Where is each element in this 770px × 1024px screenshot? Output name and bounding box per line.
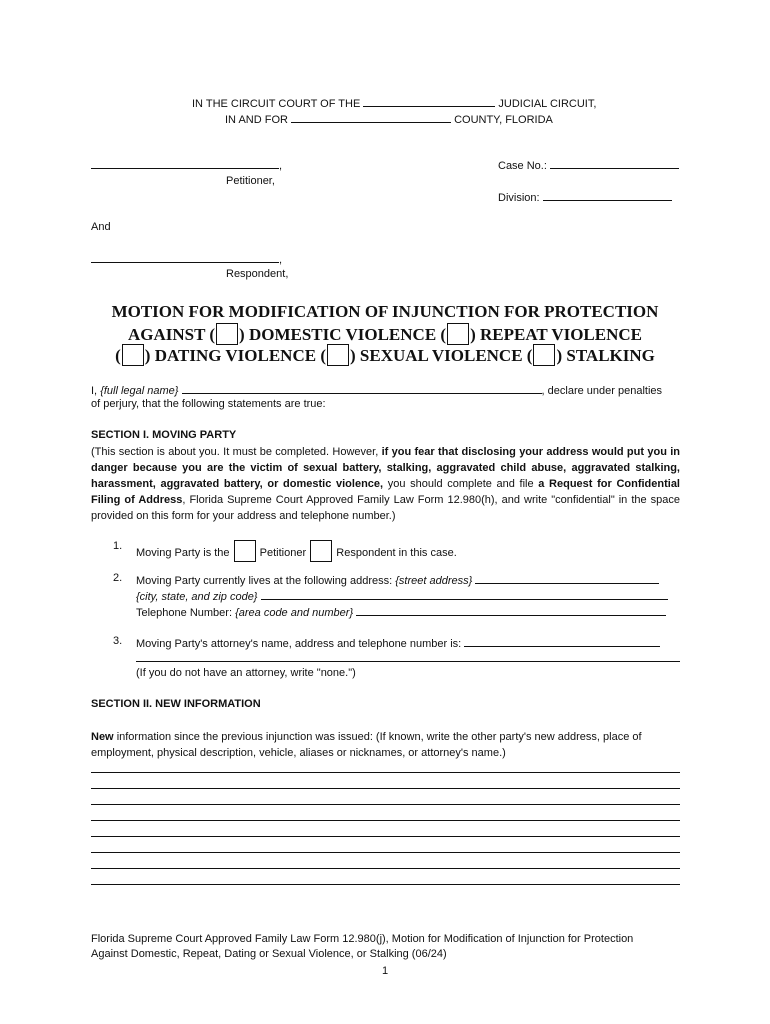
- item1-number: 1.: [113, 540, 123, 552]
- footer-line1: Florida Supreme Court Approved Family Law Form 12.980(j), Motion for Modification of Injunction for Protection: [91, 933, 634, 945]
- item2-city-row: [136, 588, 668, 603]
- intro-warning: if you fear that disclosing your address would put you in danger because you are the victim of sexual battery, stalking, aggravated child abuse, aggravated stalking, harassment, aggravated battery, or domestic violence,: [91, 446, 681, 490]
- item1-row: [136, 540, 457, 562]
- city-state-zip-field[interactable]: [261, 588, 668, 600]
- item1-respondent: Respondent in this case.: [336, 547, 457, 559]
- new-info-line[interactable]: [91, 788, 680, 789]
- title-stalking: ) STALKING: [556, 346, 655, 365]
- item2-number: 2.: [113, 572, 123, 584]
- sexual-checkbox[interactable]: [327, 344, 349, 366]
- title-dating: ) DATING VIOLENCE (: [144, 346, 326, 365]
- item3-number: 3.: [113, 635, 123, 647]
- item1-petitioner: Petitioner: [259, 547, 307, 559]
- repeat-checkbox[interactable]: [447, 323, 469, 345]
- item2-phone-label: Telephone Number:: [136, 607, 233, 619]
- division-label: Division:: [498, 192, 540, 204]
- section1-intro: [91, 444, 680, 524]
- title-repeat: ) REPEAT VIOLENCE: [470, 325, 643, 344]
- new-info-line[interactable]: [91, 820, 680, 821]
- footer-line2: Against Domestic, Repeat, Dating or Sexual Violence, or Stalking (06/24): [91, 948, 447, 960]
- court-line: [192, 95, 596, 110]
- court-line-prefix: IN THE CIRCUIT COURT OF THE: [192, 98, 361, 110]
- stalking-checkbox[interactable]: [533, 344, 555, 366]
- county-line-suffix: COUNTY, FLORIDA: [454, 114, 553, 126]
- new-info-line[interactable]: [91, 772, 680, 773]
- court-line-suffix: JUDICIAL CIRCUIT,: [498, 98, 597, 110]
- dating-checkbox[interactable]: [122, 344, 144, 366]
- title-line3: [0, 344, 770, 366]
- new-info-line[interactable]: [91, 852, 680, 853]
- and-label: And: [91, 221, 111, 233]
- respondent-name-field[interactable]: ,: [91, 251, 282, 266]
- title-sexual: ) SEXUAL VIOLENCE (: [349, 346, 533, 365]
- case-no-label: Case No.:: [498, 160, 547, 172]
- new-text: information since the previous injunction was issued: (If known, write the other party's new address, place of employment, physical description, vehicle, aliases or nicknames, or attorney's name.): [91, 731, 642, 759]
- declaration-line2: of perjury, that the following statements are true:: [91, 398, 326, 410]
- county-blank[interactable]: [291, 111, 451, 123]
- item2-city-hint: {city, state, and zip code}: [136, 591, 258, 603]
- intro-text-a: (This section is about you. It must be completed. However,: [91, 446, 379, 458]
- title-open-paren: (: [115, 346, 121, 365]
- section2-intro: [91, 729, 680, 761]
- title-line1: MOTION FOR MODIFICATION OF INJUNCTION FOR PROTECTION: [111, 302, 659, 321]
- item2-prefix: Moving Party currently lives at the following address:: [136, 575, 393, 587]
- item3-row: [136, 635, 660, 650]
- item2-phone-hint: {area code and number}: [235, 607, 354, 619]
- intro-form-name: a Request for Confidential Filing of Address: [91, 478, 680, 506]
- section1-heading: SECTION I. MOVING PARTY: [91, 429, 237, 441]
- attorney-field[interactable]: [464, 635, 660, 647]
- full-legal-name-field[interactable]: [182, 382, 542, 394]
- new-info-line[interactable]: [91, 868, 680, 869]
- respondent-checkbox[interactable]: [310, 540, 332, 562]
- division-row: [498, 189, 672, 204]
- case-no-field[interactable]: [550, 157, 679, 169]
- intro-text-c: , Florida Supreme Court Approved Family Law Form 12.980(h), and write "confidential" in the space provided on this form for your address and telephone number.): [91, 494, 680, 522]
- section2-heading: SECTION II. NEW INFORMATION: [91, 698, 261, 710]
- declaration-hint: {full legal name}: [100, 385, 179, 397]
- division-field[interactable]: [543, 189, 672, 201]
- declaration-suffix: , declare under penalties: [541, 385, 662, 397]
- item2-street-hint: {street address}: [395, 575, 473, 587]
- street-address-field[interactable]: [475, 572, 659, 584]
- new-info-line[interactable]: [91, 836, 680, 837]
- title-line2: [0, 323, 770, 345]
- new-bold: New: [91, 731, 114, 743]
- circuit-blank[interactable]: [363, 95, 495, 107]
- county-line-prefix: IN AND FOR: [225, 114, 288, 126]
- declaration-line1: [91, 382, 662, 397]
- domestic-checkbox[interactable]: [216, 323, 238, 345]
- declaration-prefix: I,: [91, 385, 98, 397]
- new-info-line[interactable]: [91, 804, 680, 805]
- attorney-field-line2[interactable]: [136, 661, 680, 662]
- respondent-label: Respondent,: [226, 268, 289, 280]
- title-against: AGAINST (: [127, 325, 216, 344]
- case-no-row: [498, 157, 679, 172]
- new-info-line[interactable]: [91, 884, 680, 885]
- item2-phone-row: [136, 604, 666, 619]
- item3-note: (If you do not have an attorney, write "none."): [136, 667, 356, 679]
- county-line: [225, 111, 553, 126]
- petitioner-name-field[interactable]: ,: [91, 157, 282, 172]
- item2-row: [136, 572, 659, 587]
- petitioner-label: Petitioner,: [226, 175, 275, 187]
- petitioner-checkbox[interactable]: [234, 540, 256, 562]
- item3-text: Moving Party's attorney's name, address and telephone number is:: [136, 638, 462, 650]
- title-domestic: ) DOMESTIC VIOLENCE (: [239, 325, 447, 344]
- intro-text-b: you should complete and file: [387, 478, 534, 490]
- item1-prefix: Moving Party is the: [136, 547, 230, 559]
- telephone-field[interactable]: [356, 604, 666, 616]
- page-number: 1: [382, 965, 389, 977]
